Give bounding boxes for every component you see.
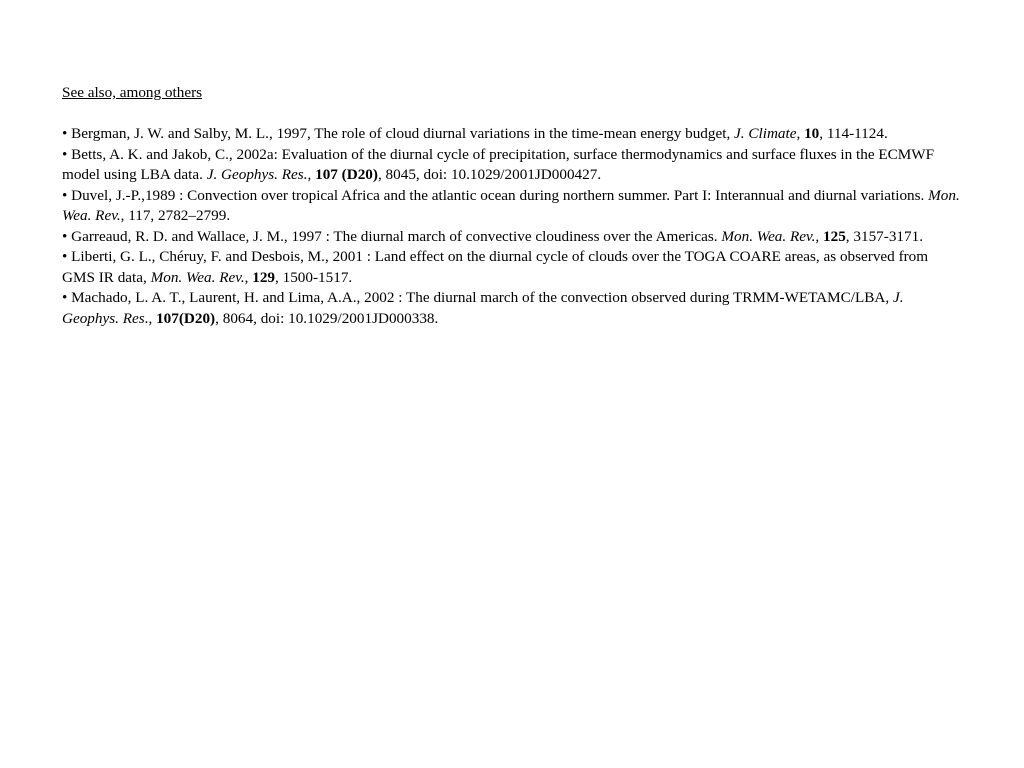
reference-item	[62, 227, 964, 248]
reference-separator: .,	[144, 309, 157, 327]
reference-lead: Machado, L. A. T., Laurent, H. and Lima, A.A., 2002 : The diurnal march of the convection observed during TRMM-WETAMC/LBA,	[71, 289, 893, 306]
reference-rest: , 1500-1517.	[275, 268, 353, 286]
reference-item	[62, 145, 964, 186]
reference-volume: 125	[823, 227, 846, 245]
reference-item	[62, 247, 964, 288]
heading-spacer	[62, 104, 964, 125]
reference-journal: J. Climate	[734, 125, 797, 142]
reference-lead: Bergman, J. W. and Salby, M. L., 1997, The role of cloud diurnal variations in the time-mean energy budget,	[71, 125, 735, 142]
reference-volume: 129	[252, 268, 276, 286]
section-heading: See also, among others	[62, 84, 203, 101]
reference-item	[62, 186, 964, 227]
reference-volume: 107 (D20)	[315, 166, 378, 183]
reference-lead: Duvel, J.-P.,1989 : Convection over tropical Africa and the atlantic ocean during northern summer. Part I: Interannual and diurnal variations.	[71, 186, 929, 204]
reference-rest: , 8064, doi: 10.1029/2001JD000338.	[215, 309, 439, 327]
bullet: •	[62, 186, 68, 204]
reference-lead: Liberti, G. L., Chéruy, F. and Desbois, M., 2001 : Land effect on the diurnal cycle of clouds over the TOGA COARE areas, as observed from GMS IR data,	[62, 248, 929, 286]
reference-rest: , 114-1124.	[819, 125, 888, 142]
reference-separator: ,	[815, 227, 824, 245]
reference-journal: J. Geophys. Res.	[206, 166, 308, 183]
bullet: •	[62, 125, 68, 142]
bullet: •	[62, 145, 68, 163]
reference-item	[62, 288, 964, 329]
reference-block	[62, 83, 964, 329]
reference-separator: ,	[244, 268, 253, 286]
reference-journal: Mon. Wea. Rev.	[721, 227, 816, 245]
reference-journal: J. Geophys. Res	[62, 289, 904, 327]
reference-rest: , 117, 2782–2799.	[120, 207, 231, 224]
reference-lead: Garreaud, R. D. and Wallace, J. M., 1997 : The diurnal march of convective cloudiness over the Americas.	[71, 227, 722, 245]
bullet: •	[62, 248, 68, 265]
reference-item	[62, 124, 964, 145]
bullet: •	[62, 227, 68, 245]
bullet: •	[62, 289, 68, 306]
reference-separator: ,	[307, 166, 316, 183]
reference-volume: 10	[804, 125, 820, 142]
reference-separator: ,	[796, 125, 805, 142]
reference-journal: Mon. Wea. Rev.	[150, 268, 245, 286]
reference-lead: Betts, A. K. and Jakob, C., 2002a: Evaluation of the diurnal cycle of precipitation, surface thermodynamics and surface fluxes in the ECMWF model using LBA data.	[62, 145, 935, 183]
reference-rest: , 3157-3171.	[845, 227, 923, 245]
reference-rest: , 8045, doi: 10.1029/2001JD000427.	[377, 166, 602, 183]
reference-volume: 107(D20)	[156, 309, 216, 327]
reference-journal: Mon. Wea. Rev.	[62, 186, 960, 224]
